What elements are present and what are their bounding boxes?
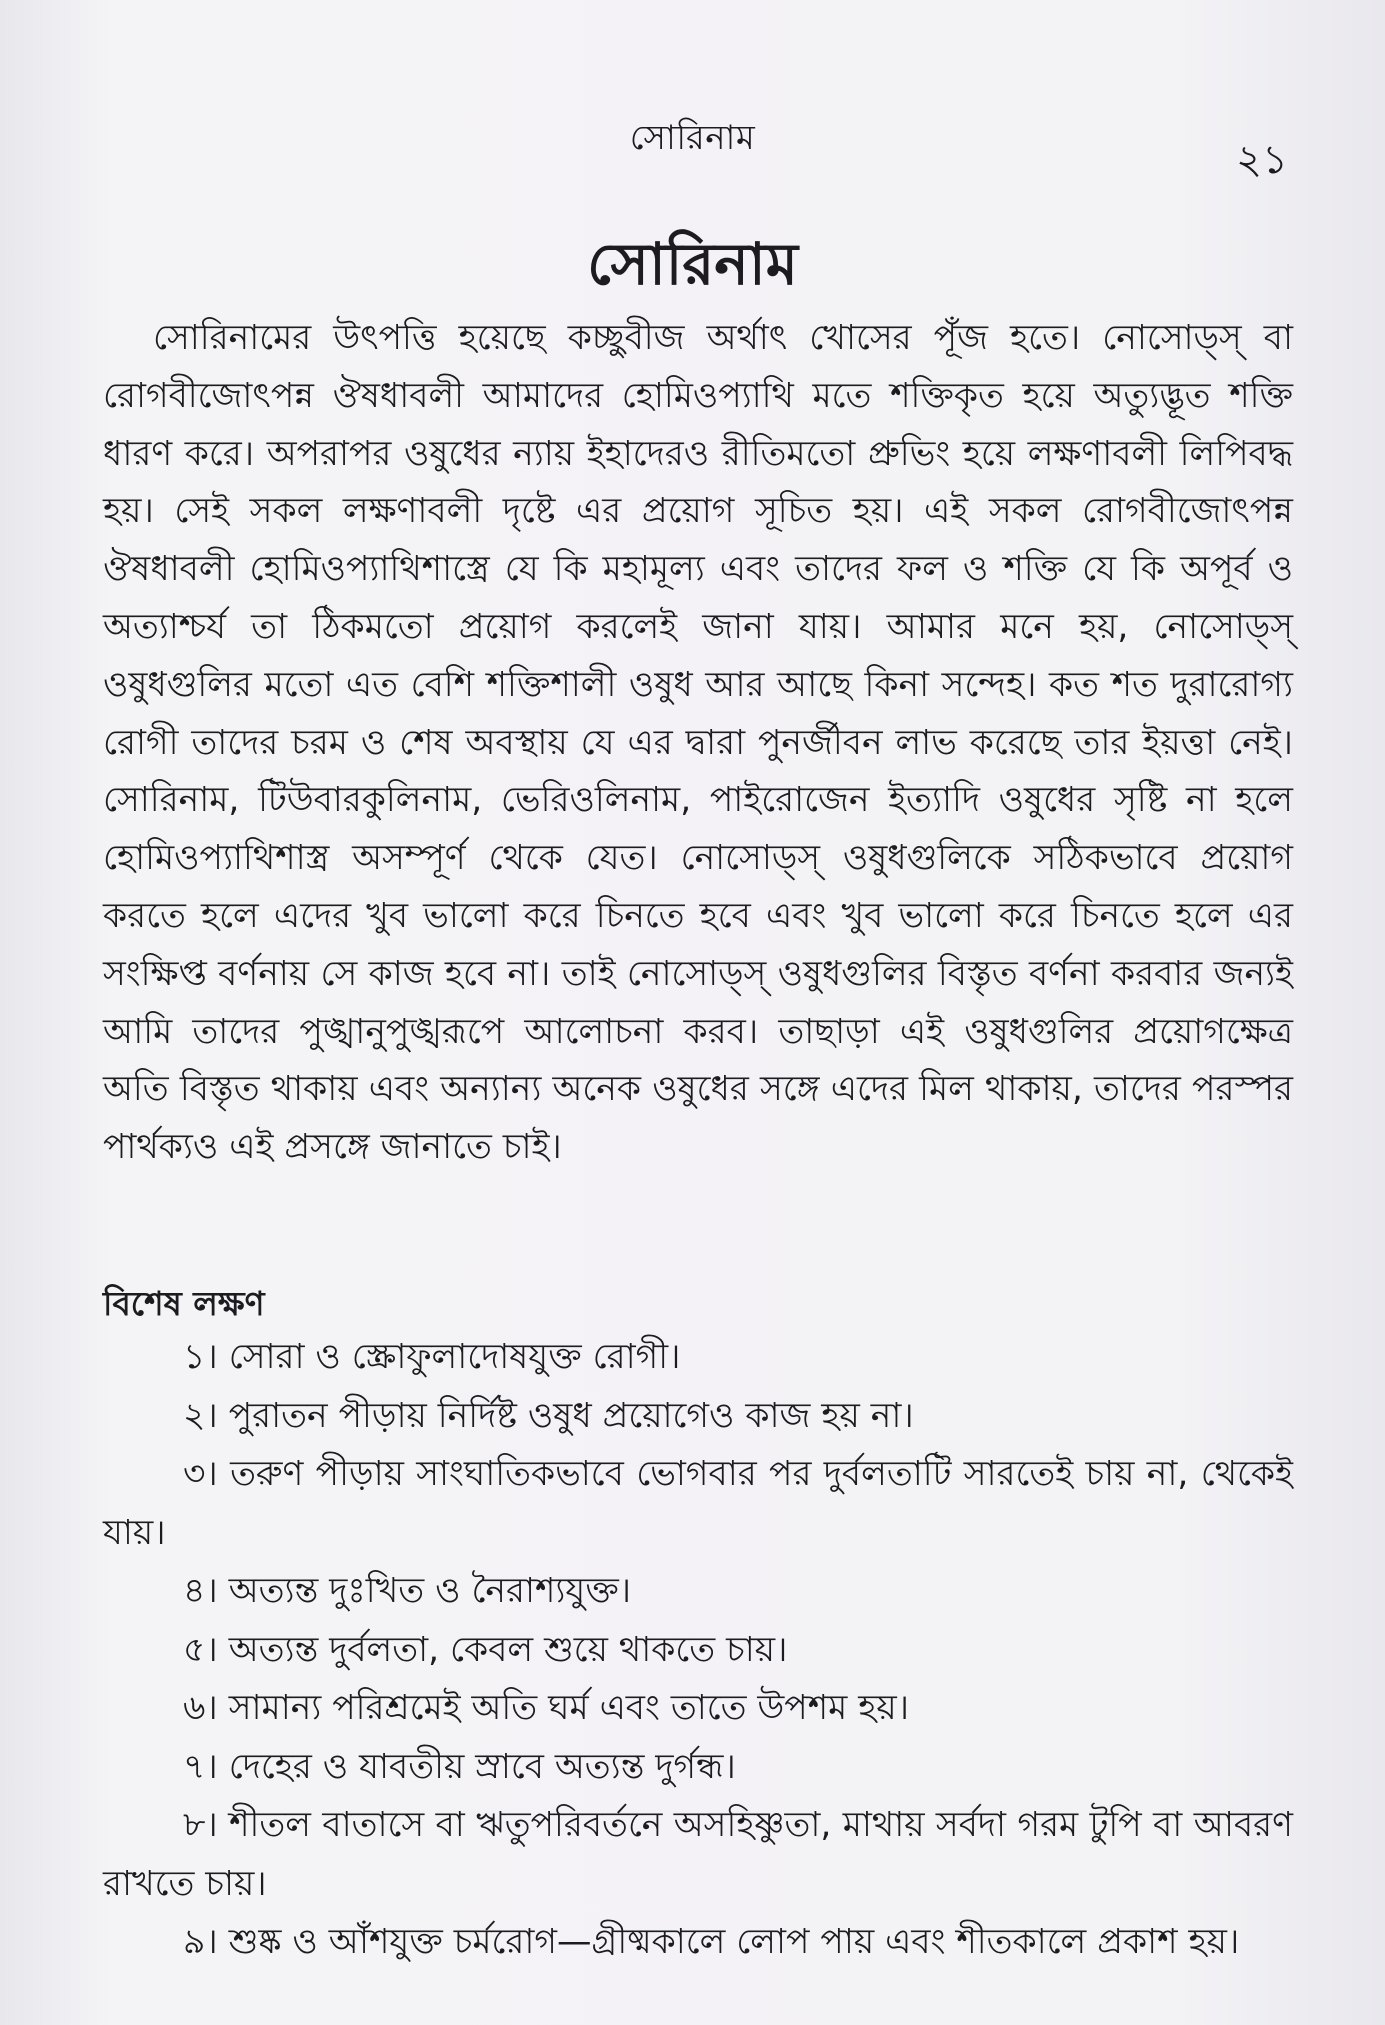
symptom-list [103, 1328, 1293, 1972]
symptom-item: ৫। অত্যন্ত দুর্বলতা, কেবল শুয়ে থাকতে চায়। [183, 1629, 788, 1670]
symptom-item: ৭। দেহের ও যাবতীয় স্রাবে অত্যন্ত দুর্গন্ধ। [183, 1746, 736, 1787]
page-number: ২১ [1236, 137, 1288, 183]
chapter-title: সোরিনাম [587, 230, 798, 298]
symptom-item: ১। সোরা ও স্ক্রোফুলাদোষযুক্ত রোগী। [183, 1337, 681, 1377]
running-header-title: সোরিনাম [629, 118, 756, 158]
symptom-item: ৮। শীতল বাতাসে বা ঋতুপরিবর্তনে অসহিষ্ণুতা, মাথায় সর্বদা গরম টুপি বা আবরণ রাখতে চায়। [103, 1805, 1293, 1904]
symptom-item: ৪। অত্যন্ত দুঃখিত ও নৈরাশ্যযুক্ত। [183, 1571, 632, 1611]
symptom-item: ৩। তরুণ পীড়ায় সাংঘাতিকভাবে ভোগবার পর দুর্বলতাটি সারতেই চায় না, থেকেই যায়। [103, 1454, 1293, 1553]
intro-paragraph: সোরিনামের উৎপত্তি হয়েছে কচ্ছুবীজ অর্থাৎ খোসের পূঁজ হতে। নোসোড্স্ বা রোগবীজোৎপন্ন ঔষধাবলী আমাদের হোমিওপ্যাথি মতে শক্তিকৃত হয়ে অত্যুদ্ভূত শক্তি ধারণ করে। অপরাপর ওষুধের ন্যায় ইহাদেরও রীতিমতো প্রুভিং হয়ে লক্ষণাবলী লিপিবদ্ধ হয়। সেই সকল লক্ষণাবলী দৃষ্টে এর প্রয়োগ সূচিত হয়। এই সকল রোগবীজোৎপন্ন ঔষধাবলী হোমিওপ্যাথিশাস্ত্রে যে কি মহামূল্য এবং তাদের ফল ও শক্তি যে কি অপূর্ব ও অত্যাশ্চর্য তা ঠিকমতো প্রয়োগ করলেই জানা যায়। আমার মনে হয়, নোসোড্স্ ওষুধগুলির মতো এত বেশি শক্তিশালী ওষুধ আর আছে কিনা সন্দেহ। কত শত দুরারোগ্য রোগী তাদের চরম ও শেষ অবস্থায় যে এর দ্বারা পুনর্জীবন লাভ করেছে তার ইয়ত্তা নেই। সোরিনাম, টিউবারকুলিনাম, ভেরিওলিনাম, পাইরোজেন ইত্যাদি ওষুধের সৃষ্টি না হলে হোমিওপ্যাথিশাস্ত্র অসম্পূর্ণ থেকে যেত। নোসোড্স্ ওষুধগুলিকে সঠিকভাবে প্রয়োগ করতে হলে এদের খুব ভালো করে চিনতে হবে এবং খুব ভালো করে চিনতে হলে এর সংক্ষিপ্ত বর্ণনায় সে কাজ হবে না। তাই নোসোড্স্ ওষুধগুলির বিস্তৃত বর্ণনা করবার জন্যই আমি তাদের পুঙ্খানুপুঙ্খরূপে আলোচনা করব। তাছাড়া এই ওষুধগুলির প্রয়োগক্ষেত্র অতি বিস্তৃত থাকায় এবং অন্যান্য অনেক ওষুধের সঙ্গে এদের মিল থাকায়, তাদের পরস্পর পার্থক্যও এই প্রসঙ্গে জানাতে চাই। [103, 318, 1293, 1168]
symptom-item: ২। পুরাতন পীড়ায় নির্দিষ্ট ওষুধ প্রয়োগেও কাজ হয় না। [183, 1395, 914, 1436]
section-heading-special-symptoms: বিশেষ লক্ষণ [103, 1284, 265, 1323]
symptom-item: ৯। শুষ্ক ও আঁশযুক্ত চর্মরোগ—গ্রীষ্মকালে লোপ পায় এবং শীতকালে প্রকাশ হয়। [183, 1922, 1240, 1962]
symptom-item: ৬। সামান্য পরিশ্রমেই অতি ঘর্ম এবং তাতে উপশম হয়। [183, 1688, 910, 1728]
